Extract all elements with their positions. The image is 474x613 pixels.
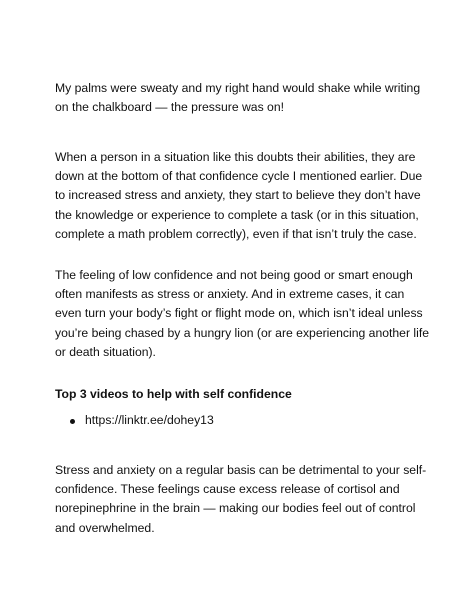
paragraph-confidence-cycle: When a person in a situation like this doubts their abilities, they are down at the bottom of that confidence cycle I mentioned earlier. Due to increased stress and anxiety, they start to believe they don’t have the knowledge or experience to complete a task (or in this situation, complete a math problem correctly), even if that isn’t truly the case.: [55, 150, 423, 241]
list-item: [55, 411, 214, 430]
paragraph-chalkboard: My palms were sweaty and my right hand would shake while writing on the chalkboard — the pressure was on!: [55, 81, 421, 115]
paragraph-low-confidence: The feeling of low confidence and not being good or smart enough often manifests as stress or anxiety. And in extreme cases, it can even turn your body’s fight or flight mode on, which isn’t ideal unless you’re being chased by a hungry lion (or are experiencing another life or death situation).: [55, 268, 429, 359]
video-link[interactable]: https://linktr.ee/dohey13: [85, 413, 214, 427]
videos-link-list: [55, 411, 214, 430]
paragraph-stress-anxiety: Stress and anxiety on a regular basis can be detrimental to your self-confidence. These feelings cause excess release of cortisol and norepinephrine in the brain — making our bodies feel out of control and overwhelmed.: [55, 463, 427, 535]
bullet-icon: [70, 419, 75, 424]
videos-heading: Top 3 videos to help with self confidence: [55, 387, 292, 401]
